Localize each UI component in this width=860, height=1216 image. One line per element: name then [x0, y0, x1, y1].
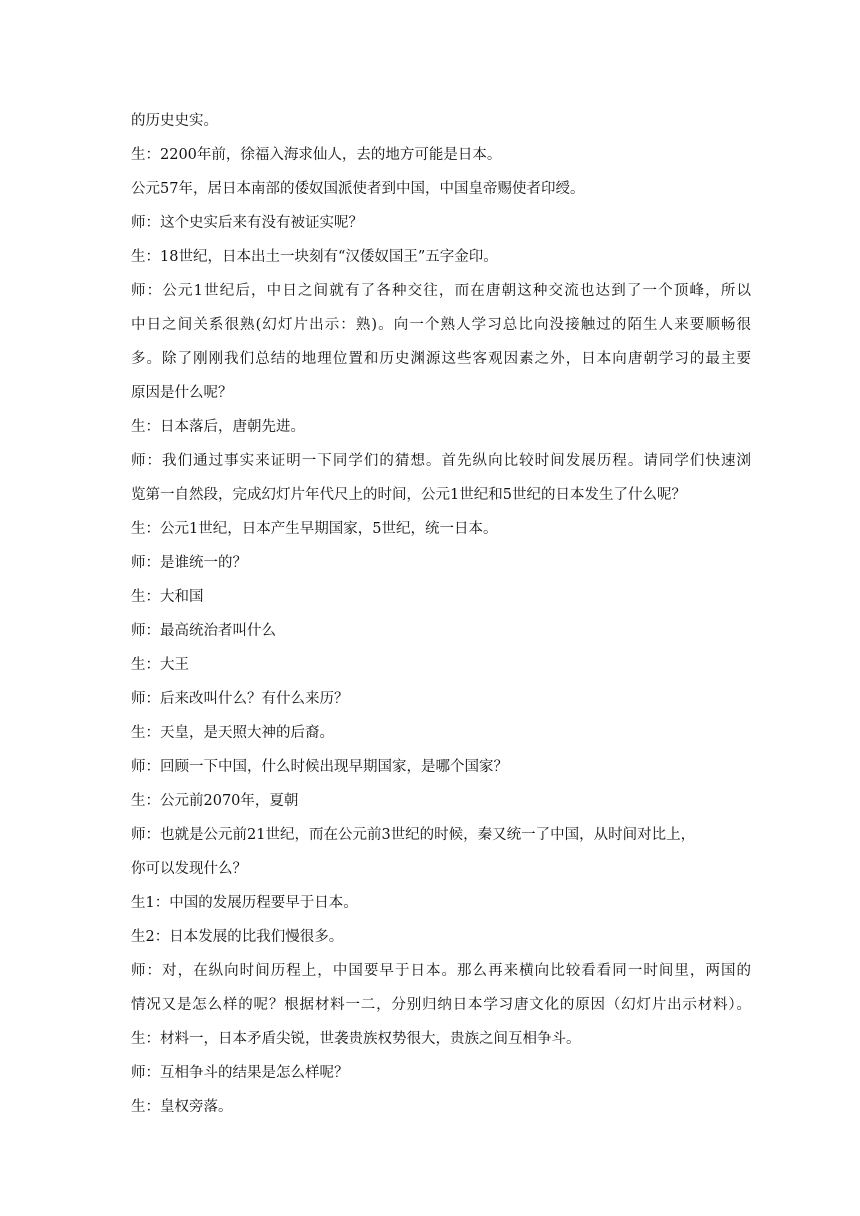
text-line: 生：日本落后，唐朝先进。 [131, 419, 305, 435]
text-line: 生2：日本发展的比我们慢很多。 [131, 929, 344, 945]
text-line: 生1：中国的发展历程要早于日本。 [131, 895, 358, 911]
text-line: 原因是什么呢？ [131, 385, 233, 401]
text-line: 师：这个史实后来有没有被证实呢？ [131, 215, 363, 231]
text-line: 生：天皇，是天照大神的后裔。 [131, 725, 334, 741]
text-line: 师：对，在纵向时间历程上，中国要早于日本。那么再来横向比较看看同一时间里，两国的 [131, 963, 751, 979]
text-line: 师：后来改叫什么？有什么来历？ [131, 691, 349, 707]
text-line: 师：我们通过事实来证明一下同学们的猜想。首先纵向比较时间发展历程。请同学们快速浏 [131, 453, 751, 469]
text-line: 生：公元1世纪，日本产生早期国家，5世纪，统一日本。 [131, 521, 498, 537]
text-line: 你可以发现什么？ [131, 861, 247, 877]
text-line: 览第一自然段，完成幻灯片年代尺上的时间，公元1世纪和5世纪的日本发生了什么呢？ [131, 487, 686, 503]
text-line: 师：互相争斗的结果是怎么样呢？ [131, 1065, 349, 1081]
text-line: 公元57年，居日本南部的倭奴国派使者到中国，中国皇帝赐使者印绶。 [131, 181, 585, 197]
text-line: 师：最高统治者叫什么 [131, 623, 276, 639]
text-line: 多。除了刚刚我们总结的地理位置和历史渊源这些客观因素之外，日本向唐朝学习的最主要 [131, 351, 751, 367]
text-line: 师：回顾一下中国，什么时候出现早期国家，是哪个国家？ [131, 759, 508, 775]
text-line: 生：公元前2070年，夏朝 [131, 793, 299, 809]
text-line: 生：2200年前，徐福入海求仙人，去的地方可能是日本。 [131, 147, 502, 163]
text-line: 师：是谁统一的？ [131, 555, 247, 571]
text-line: 情况又是怎么样的呢？根据材料一二，分别归纳日本学习唐文化的原因（幻灯片出示材料）。 [131, 997, 751, 1013]
text-line: 中日之间关系很熟(幻灯片出示：熟)。向一个熟人学习总比向没接触过的陌生人来要顺畅很 [131, 317, 751, 333]
text-line: 生：材料一，日本矛盾尖锐，世袭贵族权势很大，贵族之间互相争斗。 [131, 1031, 581, 1047]
text-line: 师：也就是公元前21世纪，而在公元前3世纪的时候，秦又统一了中国，从时间对比上， [131, 827, 696, 843]
text-line: 生：皇权旁落。 [131, 1099, 233, 1115]
text-line: 生：18世纪，日本出土一块刻有“汉倭奴国王”五字金印。 [131, 249, 498, 265]
text-line: 生：大王 [131, 657, 189, 673]
text-line: 生：大和国 [131, 589, 204, 605]
text-line: 师：公元1世纪后，中日之间就有了各种交往，而在唐朝这种交流也达到了一个顶峰，所以 [131, 283, 751, 299]
text-line: 的历史史实。 [131, 113, 218, 129]
